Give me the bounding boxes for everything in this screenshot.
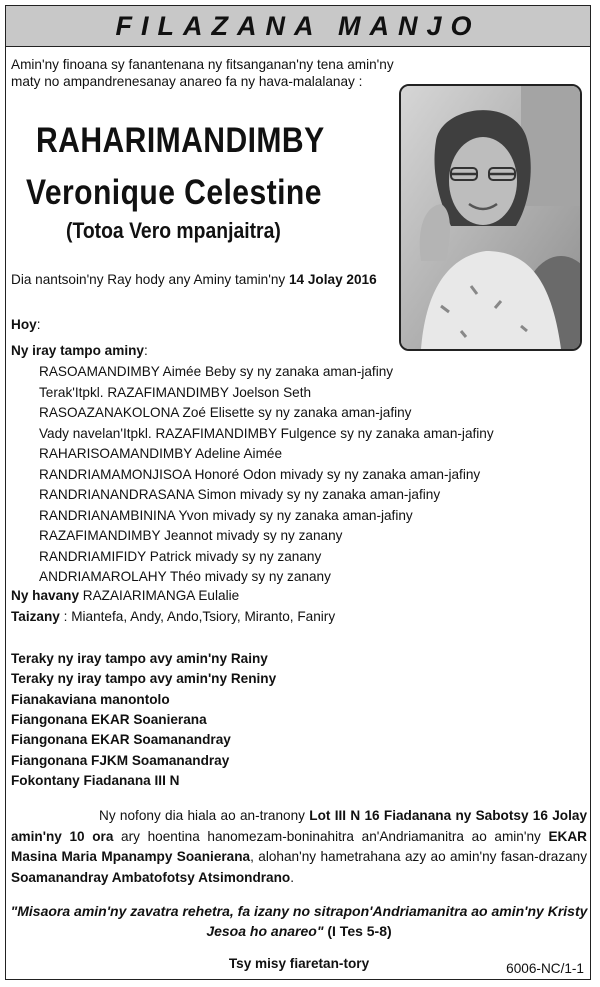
sibling-item: RASOAZANAKOLONA Zoé Elisette sy ny zanaka aman-jafiny <box>39 405 412 420</box>
hoy-line <box>11 317 40 333</box>
no-flowers-note: Tsy misy fiaretan-tory <box>228 956 370 971</box>
sibling-item: RANDRIAMAMONJISOA Honoré Odon mivady sy ny zanaka aman-jafiny <box>39 466 481 482</box>
burial-p4: . <box>290 869 294 885</box>
burial-tomb: Soamanandray Ambatofotsy Atsimondrano <box>11 869 291 885</box>
quote-text: "Misaora amin'ny zavatra rehetra, fa izany no sitrapon'Andriamanitra ao amin'ny Kristy Jesoa ho anareo" <box>10 903 588 939</box>
sibling-item: Vady navelan'Itpkl. RAZAFIMANDIMBY Fulgence sy ny zanaka aman-jafiny <box>39 425 494 441</box>
quote-reference: (I Tes 5-8) <box>323 923 392 939</box>
portrait-photo <box>399 84 582 351</box>
sibling-item: RANDRIANAMBININA Yvon mivady sy ny zanaka aman-jafiny <box>39 507 413 523</box>
family-group-item: Teraky ny iray tampo avy amin'ny Rainy <box>11 651 268 666</box>
burial-p2: ary hoentina hanomezam-boninahitra an'Andriamanitra ao amin'ny <box>113 828 549 844</box>
header-title: FILAZANA MANJO <box>115 10 481 41</box>
burial-paragraph <box>11 806 587 888</box>
family-group-item: Teraky ny iray tampo avy amin'ny Reniny <box>11 671 277 687</box>
header-banner <box>6 6 590 47</box>
hoy-label: Hoy <box>11 317 37 332</box>
family-group-item: Fiangonana FJKM Soamanandray <box>11 752 230 768</box>
family-group-item: Fokontany Fiadanana III N <box>11 772 180 788</box>
burial-church: EKAR Masina Maria Mpanampy Soanierana <box>11 828 588 864</box>
sibling-item: RASOAMANDIMBY Aimée Beby sy ny zanaka aman-jafiny <box>39 364 394 379</box>
portrait-image <box>401 86 580 349</box>
burial-p3: , alohan'ny hametrahana azy ao amin'ny fasan-drazany <box>250 849 587 864</box>
death-notice-text: Dia nantsoin'ny Ray hody any Aminy tamin'ny <box>11 272 289 287</box>
hoy-colon: : <box>36 317 41 332</box>
havany-line <box>11 588 239 604</box>
sibling-item: RANDRIANANDRASANA Simon mivady sy ny zanaka aman-jafiny <box>39 487 441 502</box>
sibling-item: ANDRIAMAROLAHY Théo mivady sy ny zanany <box>39 569 331 584</box>
family-group-item: Fianakaviana manontolo <box>11 691 170 707</box>
bible-quote <box>6 901 592 941</box>
siblings-colon: : <box>143 343 148 358</box>
death-date: 14 Jolay 2016 <box>288 272 377 287</box>
havany-label: Ny havany <box>11 588 80 603</box>
family-group-item: Fiangonana EKAR Soanierana <box>11 711 207 727</box>
sibling-item: Terak'Itpkl. RAZAFIMANDIMBY Joelson Seth <box>39 384 312 400</box>
deceased-nickname: (Totoa Vero mpanjaitra) <box>66 218 281 243</box>
deceased-given-names: Veronique Celestine <box>26 173 322 212</box>
taizany-line <box>11 609 335 625</box>
taizany-value: : Miantefa, Andy, Ando,Tsiory, Miranto, Faniry <box>59 609 336 624</box>
sibling-item: RAHARISOAMANDIMBY Adeline Aimée <box>39 446 283 461</box>
siblings-heading <box>11 343 148 359</box>
burial-address: Lot III N 16 Fiadanana ny Sabotsy 16 Jolay amin'ny 10 ora <box>11 808 587 844</box>
sibling-item: RAZAFIMANDIMBY Jeannot mivady sy ny zanany <box>39 528 343 543</box>
taizany-label: Taizany <box>11 609 60 624</box>
burial-p1: Ny nofony dia hiala ao an-tranony <box>99 808 310 823</box>
family-group-item: Fiangonana EKAR Soamanandray <box>11 732 231 748</box>
intro-text: Amin'ny finoana sy fanantenana ny fitsanganan'ny tena amin'ny maty no ampandrenesanay anareo fa ny hava-malalanay : <box>11 57 394 89</box>
deceased-surname: RAHARIMANDIMBY <box>36 121 325 160</box>
siblings-label: Ny iray tampo aminy <box>11 343 144 358</box>
death-notice <box>11 272 377 288</box>
sibling-item: RANDRIAMIFIDY Patrick mivady sy ny zanany <box>39 548 322 564</box>
obituary-frame <box>5 5 591 980</box>
havany-value: RAZAIARIMANGA Eulalie <box>79 588 240 603</box>
ad-reference: 6006-NC/1-1 <box>506 961 584 976</box>
